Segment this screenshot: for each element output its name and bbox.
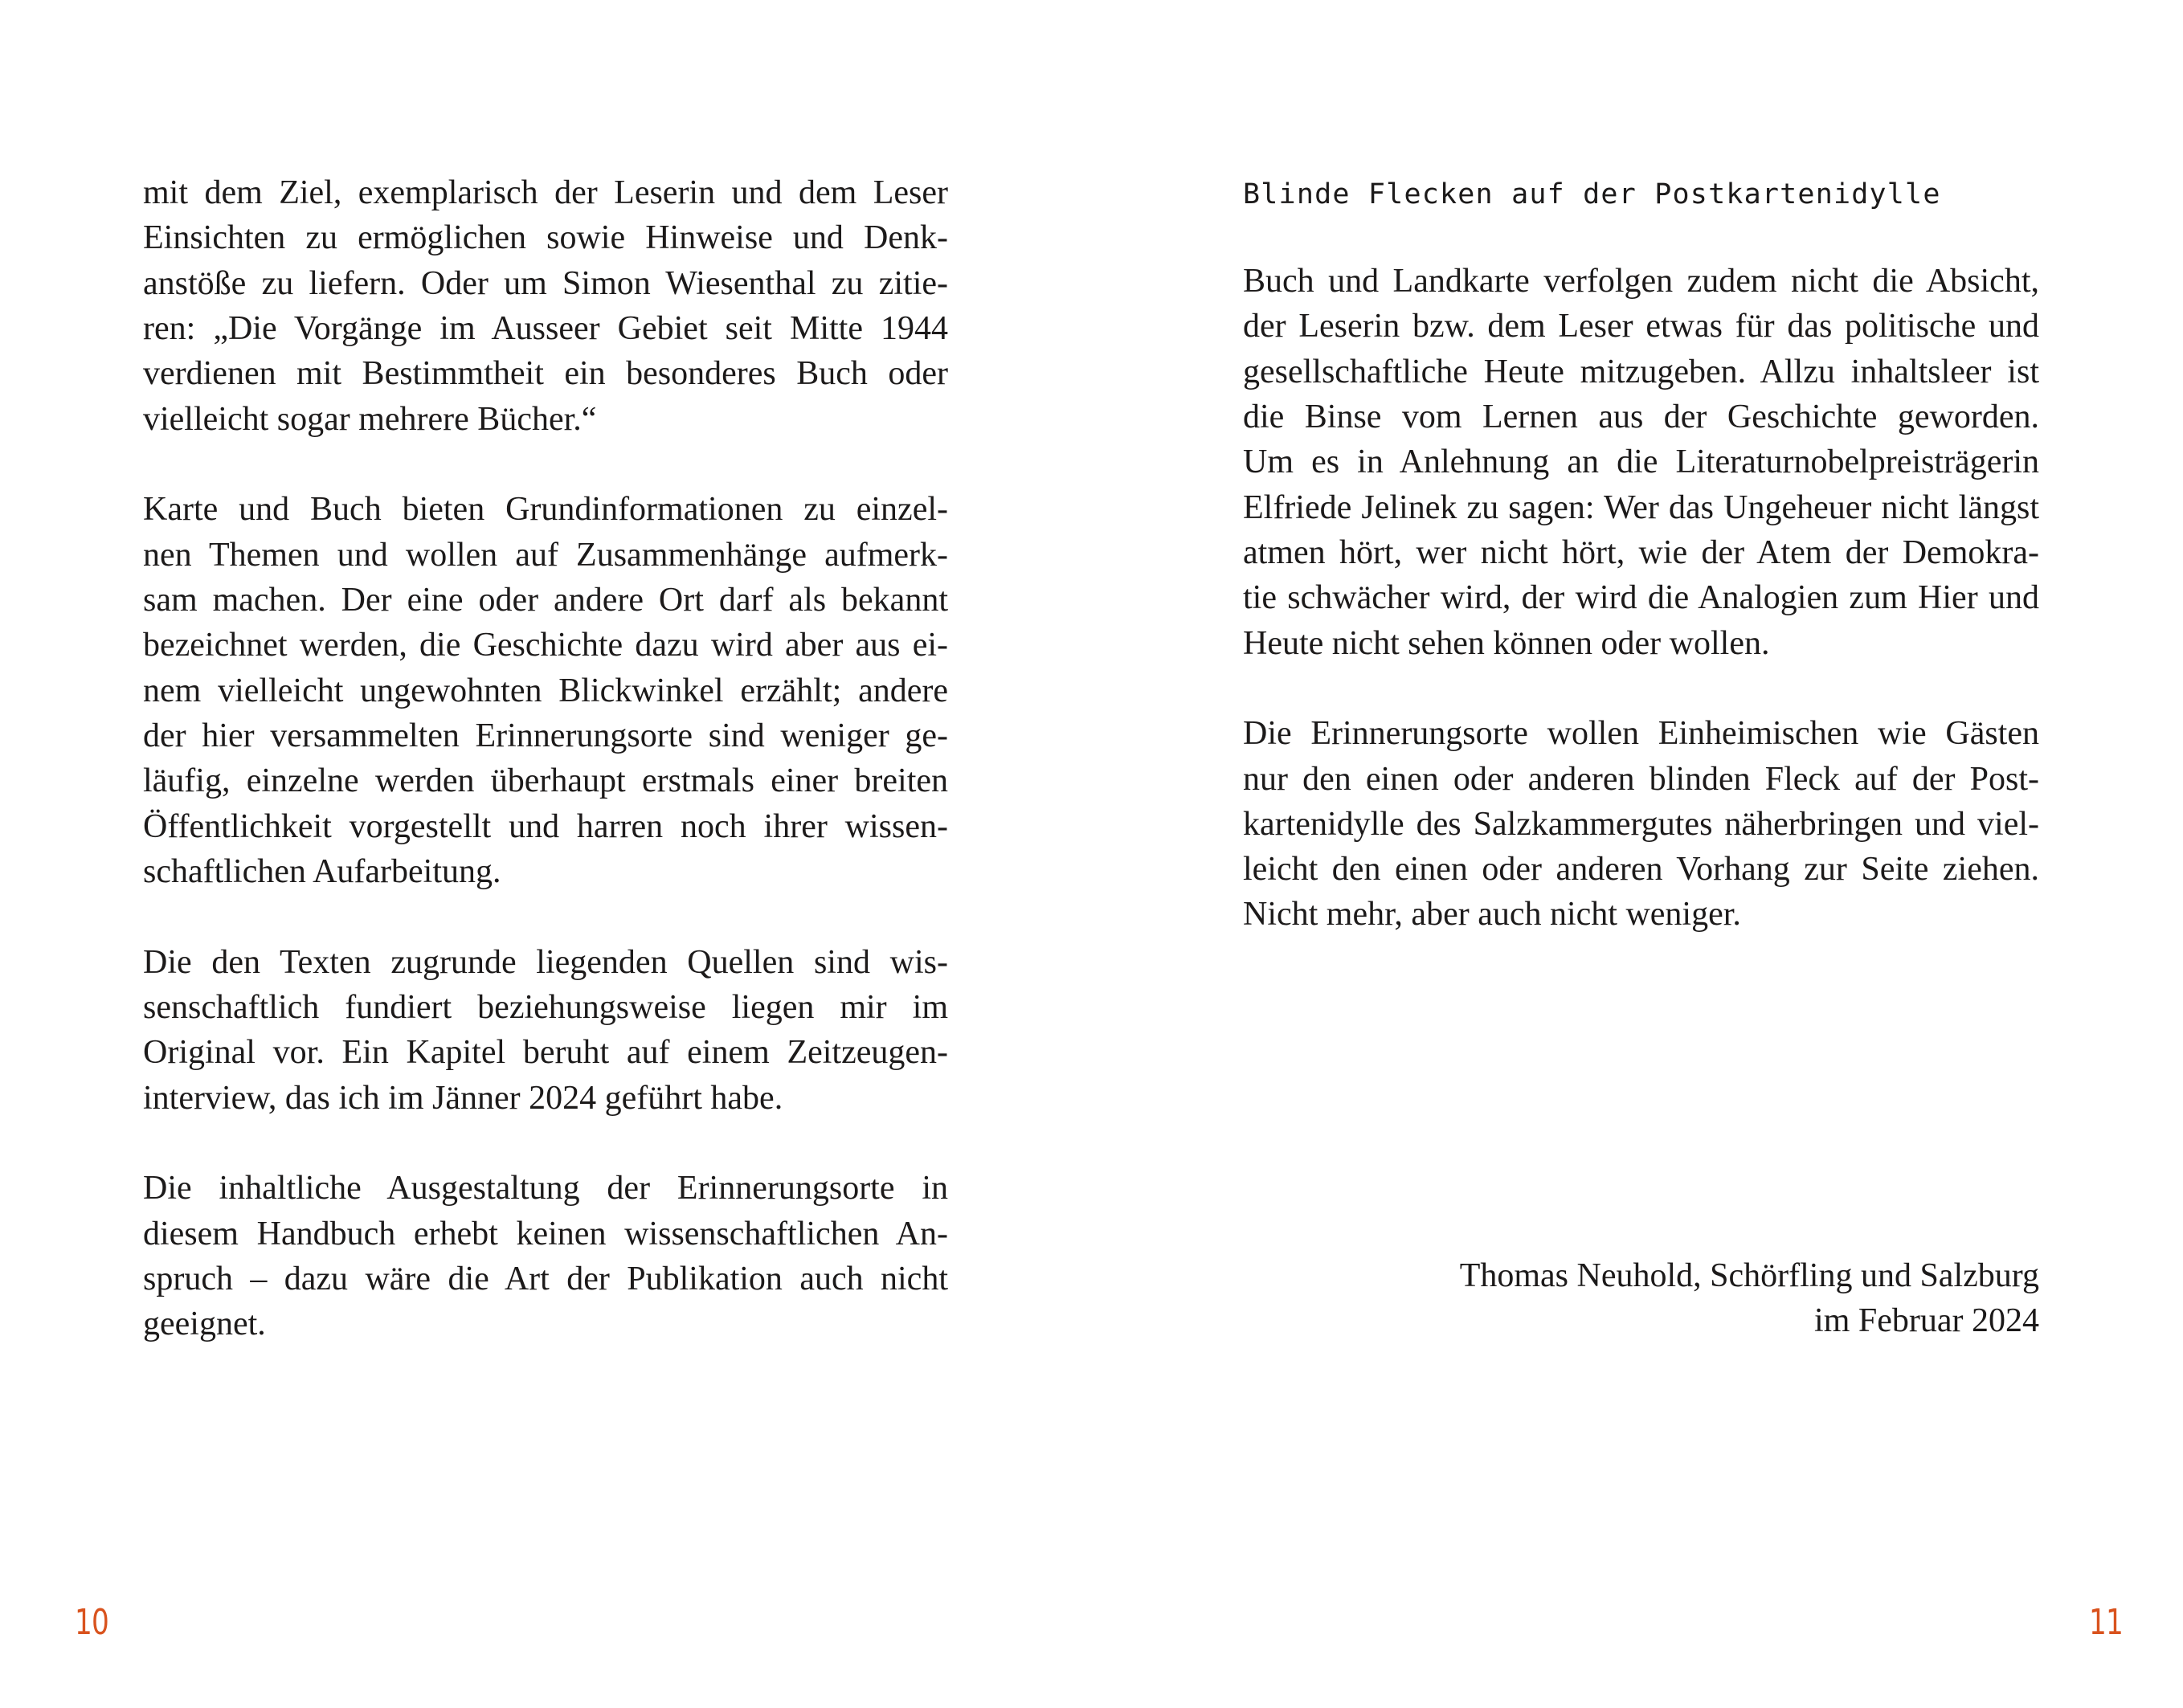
text-line: Elfriede Jelinek zu sagen: Wer das Ungeheuer nicht längst bbox=[1243, 489, 2039, 526]
text-line: spruch – dazu wäre die Art der Publikation auch nicht bbox=[143, 1261, 948, 1297]
text-line: diesem Handbuch erhebt keinen wissenschaftlichen An- bbox=[143, 1216, 948, 1252]
text-line: bezeichnet werden, die Geschichte dazu wird aber aus ei- bbox=[143, 627, 948, 664]
text-line: vielleicht sogar mehrere Bücher.“ bbox=[143, 401, 597, 438]
text-line: senschaftlich fundiert beziehungsweise liegen mir im bbox=[143, 989, 948, 1026]
signature-date: im Februar 2024 bbox=[1814, 1302, 2039, 1339]
text-line: mit dem Ziel, exemplarisch der Leserin und dem Leser bbox=[143, 174, 948, 211]
left-page bbox=[0, 0, 1091, 1708]
text-line: anstöße zu liefern. Oder um Simon Wiesenthal zu zitie- bbox=[143, 265, 948, 302]
text-line: Original vor. Ein Kapitel beruht auf einem Zeitzeugen- bbox=[143, 1034, 948, 1071]
text-line: der Leserin bzw. dem Leser etwas für das politische und bbox=[1243, 308, 2039, 345]
text-line: Die den Texten zugrunde liegenden Quellen sind wis- bbox=[143, 944, 948, 981]
text-line: Nicht mehr, aber auch nicht weniger. bbox=[1243, 896, 1741, 933]
text-line: leicht den einen oder anderen Vorhang zur Seite ziehen. bbox=[1243, 851, 2039, 888]
signature-author-place: Thomas Neuhold, Schörfling und Salzburg bbox=[1459, 1257, 2039, 1294]
text-line: nen Themen und wollen auf Zusammenhänge aufmerk- bbox=[143, 537, 948, 574]
text-line: Die Erinnerungsorte wollen Einheimischen wie Gästen bbox=[1243, 715, 2039, 752]
text-line: interview, das ich im Jänner 2024 geführt habe. bbox=[143, 1080, 783, 1117]
text-line: Einsichten zu ermöglichen sowie Hinweise und Denk- bbox=[143, 219, 948, 256]
text-line: nem vielleicht ungewohnten Blickwinkel erzählt; andere bbox=[143, 672, 948, 709]
text-line: Buch und Landkarte verfolgen zudem nicht die Absicht, bbox=[1243, 263, 2039, 300]
text-line: geeignet. bbox=[143, 1306, 266, 1342]
text-line: sam machen. Der eine oder andere Ort darf als bekannt bbox=[143, 582, 948, 619]
text-line: kartenidylle des Salzkammergutes näherbringen und viel- bbox=[1243, 806, 2039, 843]
text-line: Die inhaltliche Ausgestaltung der Erinnerungsorte in bbox=[143, 1170, 948, 1207]
text-line: Heute nicht sehen können oder wollen. bbox=[1243, 625, 1770, 662]
text-line: Karte und Buch bieten Grundinformationen zu einzel- bbox=[143, 491, 948, 528]
section-heading: Blinde Flecken auf der Postkartenidylle bbox=[1243, 178, 1941, 210]
text-line: gesellschaftliche Heute mitzugeben. Allzu inhaltsleer ist bbox=[1243, 353, 2039, 390]
text-line: Öffentlichkeit vorgestellt und harren noch ihrer wissen- bbox=[143, 808, 948, 845]
text-line: der hier versammelten Erinnerungsorte sind weniger ge- bbox=[143, 717, 948, 754]
text-line: schaftlichen Aufarbeitung. bbox=[143, 853, 501, 890]
page-number: 10 bbox=[75, 1602, 109, 1643]
text-line: tie schwächer wird, der wird die Analogien zum Hier und bbox=[1243, 579, 2039, 616]
text-line: läufig, einzelne werden überhaupt erstmals einer breiten bbox=[143, 762, 948, 799]
text-line: die Binse vom Lernen aus der Geschichte geworden. bbox=[1243, 398, 2039, 435]
text-line: verdienen mit Bestimmtheit ein besonderes Buch oder bbox=[143, 355, 948, 392]
text-line: nur den einen oder anderen blinden Fleck auf der Post- bbox=[1243, 761, 2039, 798]
page-number: 11 bbox=[2089, 1602, 2124, 1643]
text-line: Um es in Anlehnung an die Literaturnobelpreisträgerin bbox=[1243, 443, 2039, 480]
text-line: atmen hört, wer nicht hört, wie der Atem der Demokra- bbox=[1243, 534, 2039, 571]
right-page bbox=[1091, 0, 2183, 1708]
text-line: ren: „Die Vorgänge im Ausseer Gebiet seit Mitte 1944 bbox=[143, 310, 948, 347]
